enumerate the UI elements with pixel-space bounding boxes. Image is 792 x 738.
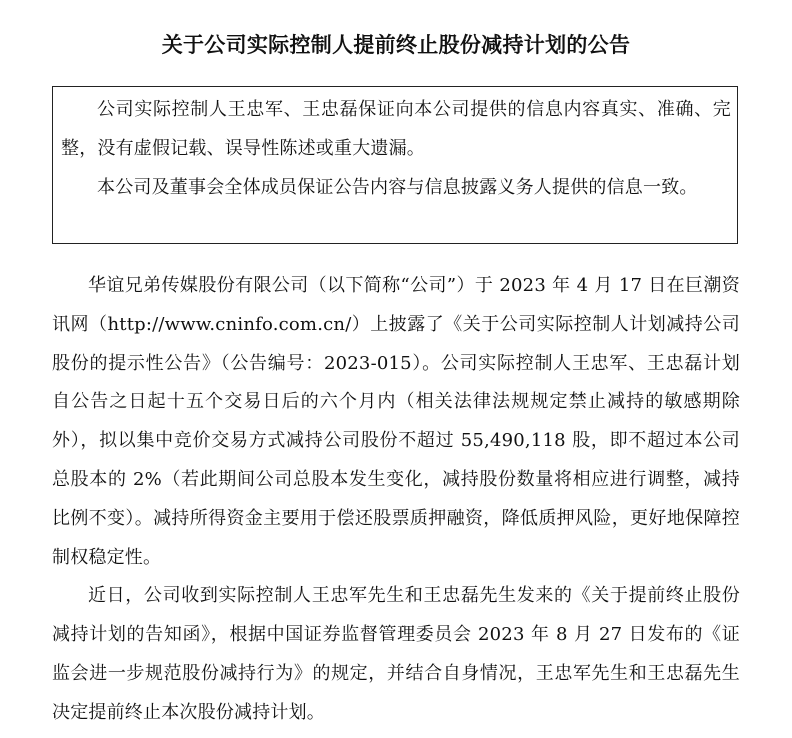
disclosure-notice-box — [52, 86, 738, 244]
notice-paragraph-2: 本公司及董事会全体成员保证公告内容与信息披露义务人提供的信息一致。 — [97, 177, 698, 198]
notice-paragraph-1: 公司实际控制人王忠军、王忠磊保证向本公司提供的信息内容真实、准确、完整，没有虚假记载、误导性陈述或重大遗漏。 — [61, 99, 731, 159]
body-paragraph-2: 近日，公司收到实际控制人王忠军先生和王忠磊先生发来的《关于提前终止股份减持计划的告知函》，根据中国证券监督管理委员会 2023 年 8 月 27 日发布的《证监会进一步规范股份减持行为》的规定，并结合自身情况，王忠军先生和王忠磊先生决定提前终止本次股份减持计划。 — [52, 585, 740, 723]
announcement-body — [52, 267, 740, 733]
body-paragraph-1: 华谊兄弟传媒股份有限公司（以下简称“公司”）于 2023 年 4 月 17 日在巨潮资讯网（http://www.cninfo.com.cn/）上披露了《关于公司实际控制人计划减持公司股份的提示性公告》（公告编号：2023-015）。公司实际控制人王忠军、王忠磊计划自公告之日起十五个交易日后的六个月内（相关法律法规规定禁止减持的敏感期除外），拟以集中竞价交易方式减持公司股份不超过 55,490,118 股，即不超过本公司总股本的 2%（若此期间公司总股本发生变化，减持股份数量将相应进行调整，减持比例不变）。减持所得资金主要用于偿还股票质押融资，降低质押风险，更好地保障控制权稳定性。 — [52, 275, 740, 568]
document-title: 关于公司实际控制人提前终止股份减持计划的公告 — [161, 33, 631, 58]
